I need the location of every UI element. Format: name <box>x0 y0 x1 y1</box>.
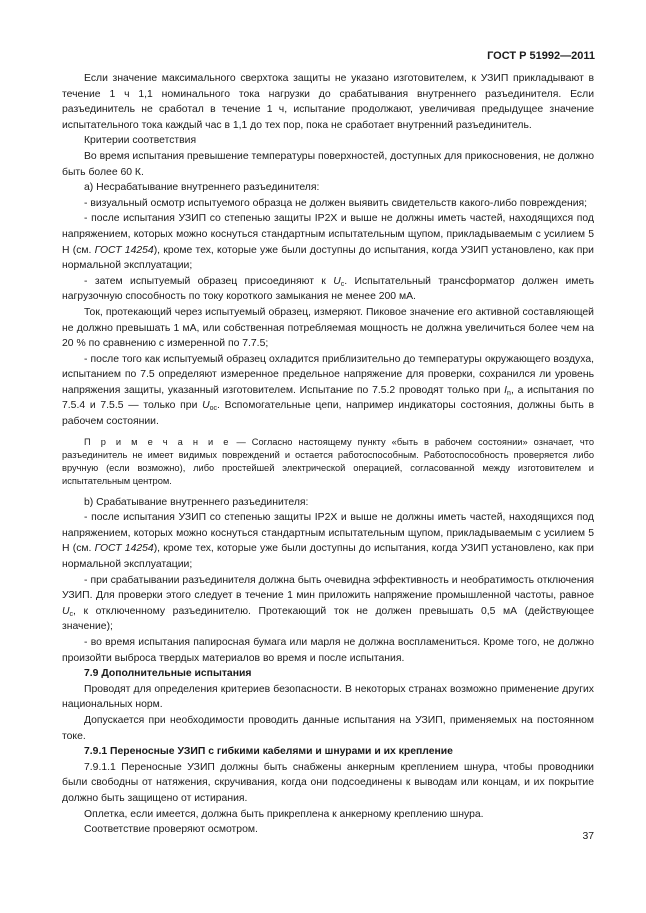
paragraph: Если значение максимального сверхтока защиты не указано изготовителем, к УЗИП прикладывают в течение 1 ч 1,1 номинального тока нагрузки до срабатывания внутреннего разъединителя. Если разъединитель не сработал в течение 1 ч, испытание продолжают, увеличивая предыдущее значение испытательного тока каждый час в 1,1 до тех пор, пока не сработает внутренний разъединитель. <box>62 73 594 131</box>
subsection-b-label: b) Срабатывание внутреннего разъединителя: <box>84 496 309 508</box>
page-number: 37 <box>582 831 594 842</box>
paragraph: - после испытания УЗИП со степенью защиты IP2X и выше не должны иметь частей, находящихся под напряжением, которых можно коснуться стандартным испытательным щупом, прикладываемым с усилием 5 Н (см. ГОСТ 14254), кроме тех, которые уже были доступны до испытания, когда УЗИП установлено, как при нормальной эксплуатации; <box>62 213 594 272</box>
paragraph: Во время испытания превышение температуры поверхностей, доступных для прикосновения, не должно быть более 60 К. <box>62 150 594 178</box>
paragraph: 7.9.1.1 Переносные УЗИП должны быть снабжены анкерным креплением шнура, чтобы проводники были свободны от натяжения, скручивания, когда они подсоединены к выводам или концам, и их покрытие должно быть защищено от истирания. <box>62 761 594 804</box>
section-heading: 7.9 Дополнительные испытания <box>84 668 252 680</box>
note: П р и м е ч а н и е — Согласно настоящему пункту «быть в рабочем состоянии» означает, что разъединитель не имеет видимых повреждений и остается работоспособным. Работоспособность проверяется либо вручную (если возможно), либо простейшей электрической операцией, согласованной между изготовителем и испытательным центром. <box>62 436 594 486</box>
paragraph: Ток, протекающий через испытуемый образец, измеряют. Пиковое значение его активной составляющей не должно превышать 1 мА, или собственная потребляемая мощность не должна увеличиться более чем на 20 % по сравнению с измеренной по 7.7.5; <box>62 306 594 350</box>
voltage-symbol: U <box>202 400 210 412</box>
note-label: П р и м е ч а н и е <box>84 436 231 447</box>
paragraph: Проводят для определения критериев безопасности. В некоторых странах возможно применение других национальных норм. <box>62 683 594 711</box>
paragraph: Допускается при необходимости проводить данные испытания на УЗИП, применяемых на постоянном токе. <box>62 714 594 742</box>
standard-header: ГОСТ Р 51992—2011 <box>487 50 595 62</box>
standard-reference: ГОСТ 14254 <box>94 244 154 256</box>
page-content <box>62 71 594 838</box>
section-heading: 7.9.1 Переносные УЗИП с гибкими кабелями и шнурами и их крепление <box>84 746 453 758</box>
paragraph: - после того как испытуемый образец охладится приблизительно до температуры окружающего воздуха, испытанием по 7.5 определяют измеренное предельное напряжение для проверки, сохранился ли уровень напряжения защиты, указанный изготовителем. Испытание по 7.5.2 проводят только при $I_n$, а испытания по 7.5.4 и 7.5.5 — только при $U_{oc}$. Вспомогательные цепи, например индикаторы состояния, должны быть в рабочем состоянии. <box>62 353 594 428</box>
paragraph: Оплетка, если имеется, должна быть прикреплена к анкерному креплению шнура. <box>84 808 484 820</box>
compliance-criteria-label: Критерии соответствия <box>84 135 197 147</box>
voltage-symbol: U <box>333 275 341 287</box>
paragraph: - после испытания УЗИП со степенью защиты IP2X и выше не должны иметь частей, находящихся под напряжением, которых можно коснуться стандартным испытательным щупом, прикладываемым с усилием 5 Н (см. ГОСТ 14254), кроме тех, которые уже были доступны до испытания, когда УЗИП установлено, как при нормальной эксплуатации; <box>62 512 594 571</box>
paragraph: Соответствие проверяют осмотром. <box>84 824 258 836</box>
paragraph: - визуальный осмотр испытуемого образца не должен выявить свидетельств какого-либо повреждения; <box>84 197 588 209</box>
current-symbol: I <box>504 384 508 396</box>
voltage-symbol: U <box>62 605 70 617</box>
standard-reference: ГОСТ 14254 <box>94 543 154 555</box>
paragraph: - во время испытания папиросная бумага или марля не должна воспламениться. Кроме того, не должно произойти выброса твердых материалов во время и после испытания. <box>62 637 594 664</box>
paragraph: - затем испытуемый образец присоединяют к $U_c$. Испытательный трансформатор должен иметь нагрузочную способность по току короткого замыкания не менее 200 мА. <box>62 275 594 303</box>
paragraph: - при срабатывании разъединителя должна быть очевидна эффективность и необратимость отключения УЗИП. Для проверки этого следует в течение 1 мин приложить напряжение промышленной частоты, равное $U_c$, к отключенному разъединителю. Протекающий ток не должен превышать 0,5 мА (действующее значение); <box>62 574 594 633</box>
subsection-a-label: а) Несрабатывание внутреннего разъединителя: <box>84 182 320 194</box>
